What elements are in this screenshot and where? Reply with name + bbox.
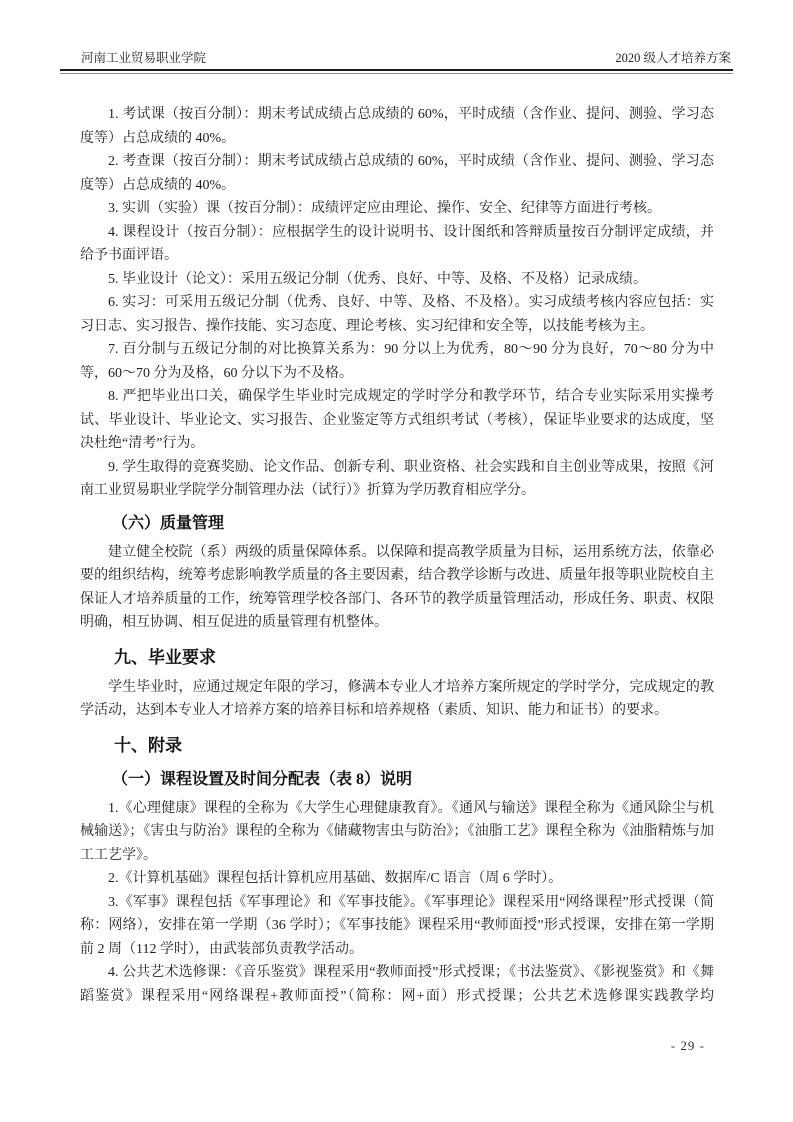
heading-quality-management: （六）质量管理 <box>112 514 225 532</box>
header-school-name: 河南工业贸易职业学院 <box>81 51 207 65</box>
assessment-item-3: 3. 实训（实验）课（按百分制）：成绩评定应由理论、操作、安全、纪律等方面进行考核。 <box>108 201 661 216</box>
header-text-row <box>60 50 733 69</box>
appendix-note-3: 3.《军事》课程包括《军事理论》和《军事技能》。《军事理论》课程采用“网络课程”形式授课（简称：网络），安排在第一学期（36 学时）；《军事技能》课程采用“教师面授”形式授课，安排在第一学期前 2 周（112 学时），由武装部负责教学活动。 <box>80 894 714 957</box>
assessment-item-6: 6. 实习：可采用五级记分制（优秀、良好、中等、及格、不及格）。实习成绩考核内容应包括：实习日志、实习报告、操作技能、实习态度、理论考核、实习纪律和安全等，以技能考核为主。 <box>80 295 714 334</box>
quality-management-paragraph: 建立健全校院（系）两级的质量保障体系。以保障和提高教学质量为目标，运用系统方法，依靠必要的组织结构，统筹考虑影响教学质量的各主要因素，结合教学诊断与改进、质量年报等职业院校自主保证人才培养质量的工作，统筹管理学校各部门、各环节的教学质量管理活动，形成任务、职责、权限明确，相互协调、相互促进的质量管理有机整体。 <box>80 544 714 630</box>
appendix-note-1: 1.《心理健康》课程的全称为《大学生心理健康教育》。《通风与输送》课程全称为《通风除尘与机械输送》；《害虫与防治》课程的全称为《储藏物害虫与防治》；《油脂工艺》课程全称为《油脂精炼与加工工艺学》。 <box>80 800 714 863</box>
heading-appendix: 十、附录 <box>114 735 182 755</box>
page-header <box>60 0 733 74</box>
header-divider <box>60 69 733 74</box>
page-number: - 29 - <box>670 1038 705 1053</box>
assessment-item-9: 9. 学生取得的竞赛奖励、论文作品、创新专利、职业资格、社会实践和自主创业等成果，按照《河南工业贸易职业学院学分制管理办法（试行）》折算为学历教育相应学分。 <box>80 459 714 498</box>
assessment-item-2: 2. 考查课（按百分制）：期末考试成绩占总成绩的 60%，平时成绩（含作业、提问、测验、学习态度等）占总成绩的 40%。 <box>80 154 714 193</box>
assessment-item-8: 8. 严把毕业出口关，确保学生毕业时完成规定的学时学分和教学环节，结合专业实际采用实操考试、毕业设计、毕业论文、实习报告、企业鉴定等方式组织考试（考核），保证毕业要求的达成度，坚决杜绝“清考”行为。 <box>80 389 714 451</box>
assessment-item-4: 4. 课程设计（按百分制）：应根据学生的设计说明书、设计图纸和答辩质量按百分制评定成绩，并给予书面评语。 <box>80 224 714 263</box>
appendix-note-4: 4. 公共艺术选修课：《音乐鉴赏》课程采用“教师面授”形式授课；《书法鉴赏》、《影视鉴赏》和《舞蹈鉴赏》课程采用“网络课程+教师面授”（简称：网+面）形式授课；公共艺术选修课实践教学均 <box>80 965 714 1004</box>
header-doc-title: 2020 级人才培养方案 <box>615 51 731 65</box>
appendix-note-2: 2.《计算机基础》课程包括计算机应用基础、数据库/C 语言（周 6 学时）。 <box>108 871 563 886</box>
document-body <box>80 103 714 1008</box>
graduation-requirements-paragraph: 学生毕业时，应通过规定年限的学习，修满本专业人才培养方案所规定的学时学分，完成规定的教学活动，达到本专业人才培养方案的培养目标和培养规格（素质、知识、能力和证书）的要求。 <box>80 679 714 718</box>
page-footer <box>671 1037 705 1055</box>
heading-graduation-requirements: 九、毕业要求 <box>114 647 216 667</box>
assessment-item-5: 5. 毕业设计（论文）：采用五级记分制（优秀、良好、中等、及格、不及格）记录成绩。 <box>108 271 647 287</box>
assessment-item-7: 7. 百分制与五级记分制的对比换算关系为：90 分以上为优秀，80～90 分为良好，70～80 分为中等，60～70 分为及格，60 分以下为不及格。 <box>80 342 714 381</box>
assessment-item-1: 1. 考试课（按百分制）：期末考试成绩占总成绩的 60%，平时成绩（含作业、提问、测验、学习态度等）占总成绩的 40%。 <box>80 107 714 146</box>
heading-course-table-notes: （一）课程设置及时间分配表（表 8）说明 <box>112 770 413 788</box>
